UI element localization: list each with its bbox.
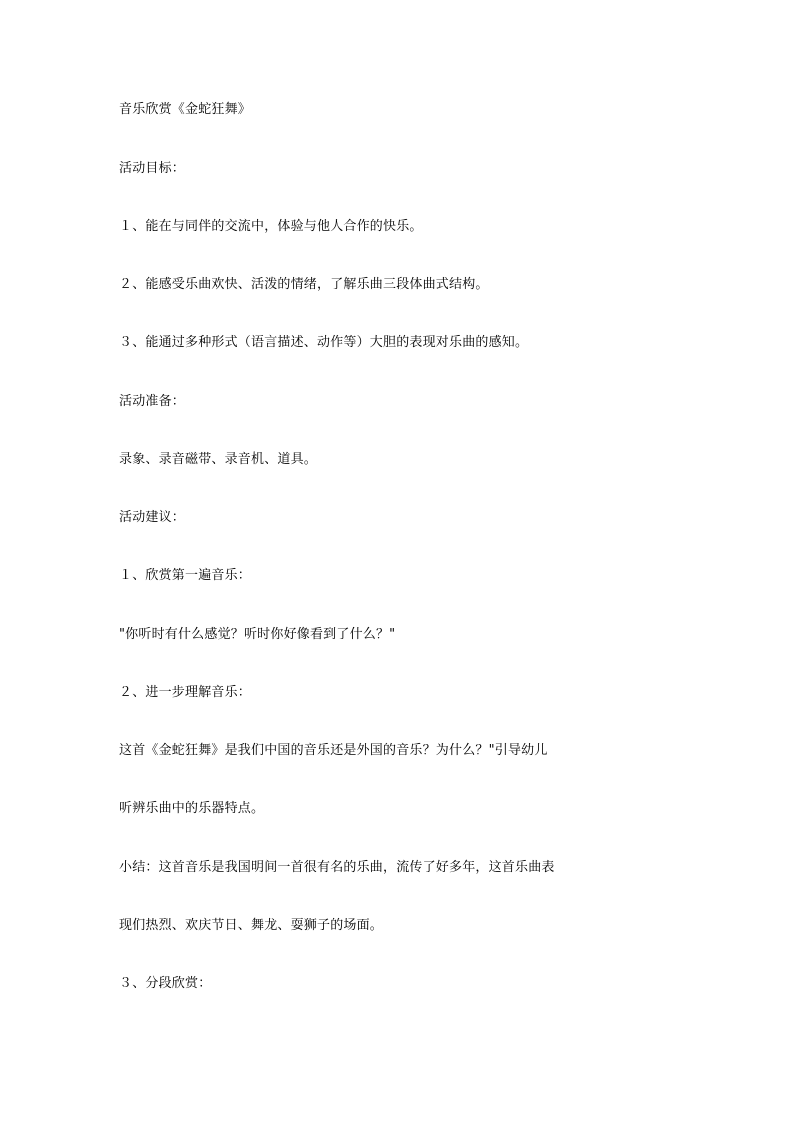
step-3: ３、分段欣赏：	[119, 976, 212, 991]
summary-line-2: 现们热烈、欢庆节日、舞龙、耍狮子的场面。	[119, 918, 384, 933]
goal-item-2: ２、能感受乐曲欢快、活泼的情绪，了解乐曲三段体曲式结构。	[119, 277, 489, 292]
step-1-quote: "你听时有什么感觉？听时你好像看到了什么？"	[119, 627, 396, 642]
step-2-line-2: 听辨乐曲中的乐器特点。	[119, 801, 265, 816]
step-2: ２、进一步理解音乐：	[119, 685, 252, 700]
goal-item-1: １、能在与同伴的交流中，体验与他人合作的快乐。	[119, 219, 423, 234]
prep-heading: 活动准备：	[119, 394, 186, 409]
step-2-line-1: 这首《金蛇狂舞》是我们中国的音乐还是外国的音乐？为什么？"引导幼儿	[119, 743, 548, 758]
goal-item-3: ３、能通过多种形式（语言描述、动作等）大胆的表现对乐曲的感知。	[119, 335, 529, 350]
document-title: 音乐欣赏《金蛇狂舞》	[119, 102, 252, 117]
step-1: １、欣赏第一遍音乐：	[119, 568, 252, 583]
prep-text: 录象、录音磁带、录音机、道具。	[119, 452, 318, 467]
suggest-heading: 活动建议：	[119, 510, 186, 525]
summary-line-1: 小结：这首音乐是我国明间一首很有名的乐曲，流传了好多年，这首乐曲表	[119, 860, 555, 875]
goals-heading: 活动目标：	[119, 161, 186, 176]
